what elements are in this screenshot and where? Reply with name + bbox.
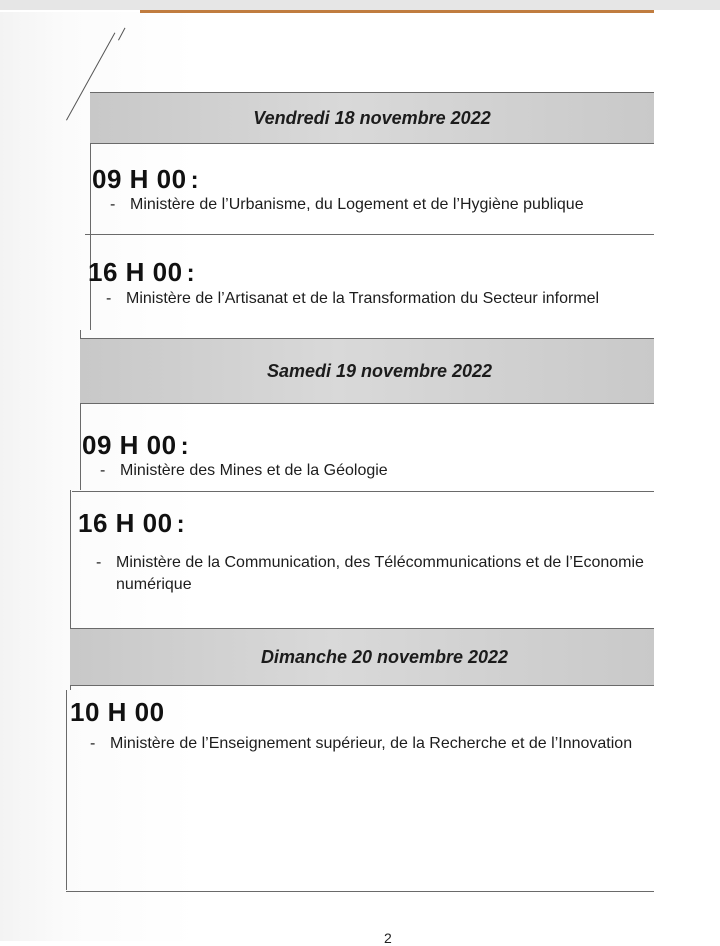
- bullet-dash: -: [90, 735, 96, 752]
- slot-time: 09 H 00 :: [92, 164, 200, 194]
- day-header: [80, 338, 654, 404]
- ministry-item: - Ministère de l’Urbanisme, du Logement et de l’Hygiène publique: [110, 196, 584, 213]
- ministry-item: - Ministère des Mines et de la Géologie: [100, 462, 388, 479]
- slot-time: 09 H 00 :: [82, 430, 190, 460]
- page-number: 2: [384, 930, 392, 946]
- row-divider: [72, 491, 654, 492]
- bullet-dash: -: [100, 462, 106, 479]
- day-header: [90, 92, 654, 144]
- day-header: [70, 628, 654, 686]
- slot-time: 10 H 00: [70, 697, 165, 727]
- day-label: Vendredi 18 novembre 2022: [253, 107, 491, 128]
- photo-edge: [140, 10, 654, 13]
- top-bar: [0, 0, 720, 10]
- day-label: Samedi 19 novembre 2022: [266, 360, 493, 381]
- ministry-item: - Ministère de l’Artisanat et de la Transformation du Secteur informel: [106, 290, 600, 307]
- table-bottom-border: [66, 891, 654, 892]
- slot-time: 16 H 00 :: [78, 508, 186, 538]
- background-strip: [654, 10, 720, 941]
- ministry-item: - Ministère de l’Enseignement supérieur, de la Recherche et de l’Innovation: [90, 733, 654, 755]
- row-divider: [85, 234, 654, 235]
- day-label: Dimanche 20 novembre 2022: [260, 646, 509, 667]
- table-left-border: [66, 690, 67, 890]
- bullet-dash: -: [96, 554, 102, 571]
- slot-time: 16 H 00 :: [88, 257, 196, 287]
- bullet-dash: -: [106, 290, 112, 307]
- bullet-dash: -: [110, 196, 116, 213]
- ministry-item: - Ministère de la Communication, des Télécommunications et de l’Economie numérique: [96, 554, 644, 593]
